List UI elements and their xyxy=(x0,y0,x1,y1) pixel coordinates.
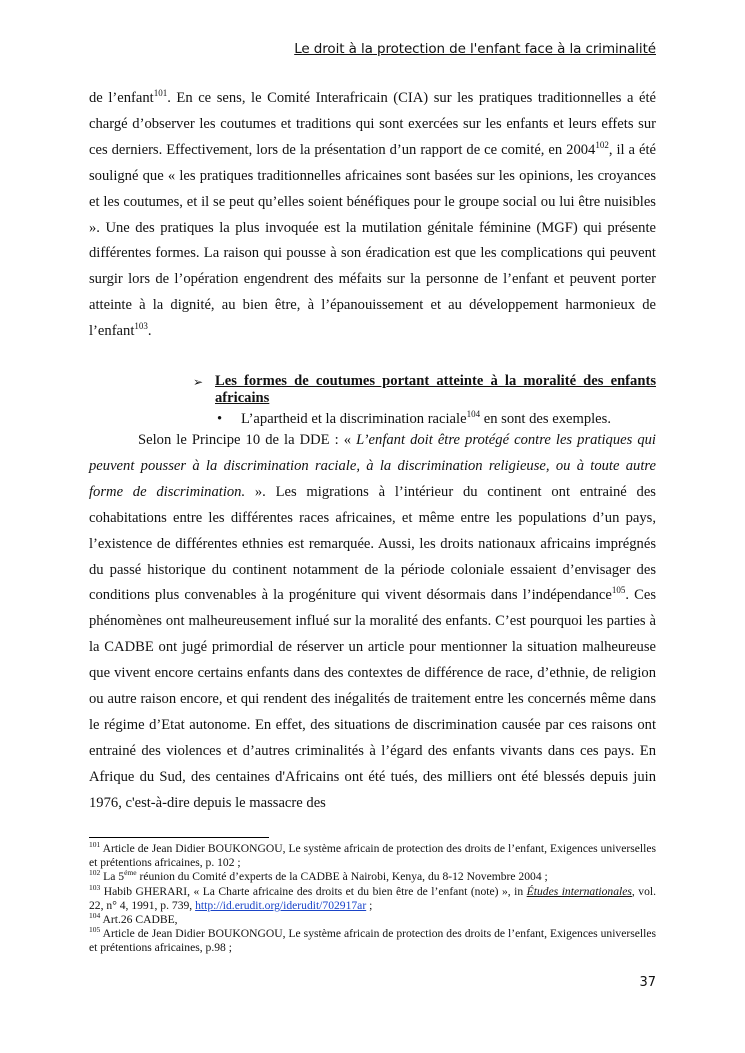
ordinal-suffix: éme xyxy=(124,868,137,878)
bullet-text-part: en sont des exemples. xyxy=(480,411,611,427)
footnote-ref-104[interactable]: 104 xyxy=(466,409,481,420)
footnote-text: , vol. 22, n° 4, 1991, p. 739, xyxy=(89,884,657,912)
arrow-bullet-icon: ➢ xyxy=(193,375,204,389)
footnote-ref-102[interactable]: 102 xyxy=(595,139,609,150)
page-number: 37 xyxy=(639,975,656,990)
footnote-number: 103 xyxy=(89,882,101,892)
footnote-number: 102 xyxy=(89,868,101,878)
footnote-105 xyxy=(89,927,656,955)
footnote-ref-105[interactable]: 105 xyxy=(611,585,626,596)
bullet-item xyxy=(193,411,656,428)
paragraph-2-text: ». Les migrations à l’intérieur du continent ont entrainé des cohabitations entre les différentes races africaines, et même entre les populations d’un pays, l’existence de différentes ethnies est remarquée. Aussi, les droits nationaux africains imprégnés du passé historique du continent notamment de la période coloniale essaient d’envisager des conditions plus convenables à la progéniture qui vivent désormais dans l’indépendance xyxy=(89,483,656,604)
journal-title: Études internationales xyxy=(526,884,632,898)
principle-quote: L’enfant doit être protégé contre les pratiques qui peuvent pousser à la discrimination raciale, à la discrimination religieuse, ou à toute autre forme de discrimination. xyxy=(89,432,656,500)
paragraph-1-text: de l’enfant xyxy=(89,90,154,106)
footnote-ref-103[interactable]: 103 xyxy=(134,321,148,332)
bullet-dot-icon: • xyxy=(217,411,223,427)
footnote-number: 104 xyxy=(89,911,101,921)
footnote-101 xyxy=(89,842,656,870)
footnote-102 xyxy=(89,870,656,884)
section-heading-row xyxy=(193,373,656,407)
footnote-text: réunion du Comité d’experts de la CADBE à Nairobi, Kenya, du 8-12 Novembre 2004 ; xyxy=(136,870,548,884)
footnote-103 xyxy=(89,882,657,913)
footnote-text: ; xyxy=(366,898,373,912)
footnote-text: Habib GHERARI, « La Charte africaine des droits et du bien être de l’enfant (note) », in xyxy=(100,884,527,898)
paragraph-2 xyxy=(89,428,656,817)
paragraph-1 xyxy=(89,86,656,345)
running-header: Le droit à la protection de l'enfant face à la criminalité xyxy=(294,41,656,57)
paragraph-1-text: . xyxy=(147,323,152,340)
erudit-link[interactable]: http://id.erudit.org/iderudit/702917ar xyxy=(195,898,367,912)
paragraph-2-text: . Ces phénomènes ont malheureusement influé sur la moralité des enfants. C’est pourquoi les parties à la CADBE ont jugé primordial de réserver un article pour mentionner la situation malheureuse que vivent encore certains enfants dans des contextes de différence de race, d’ethnie, de religion ou autre raison encore, et qui rendent des inégalités de traitement entre les concernés même dans le régime d’Etat autonome. En effet, des situations de discrimination causée par ces raisons ont entrainé des violences et d’autres criminalités à l’égard des enfants vivants dans ces pays. En Afrique du Sud, des centaines d'Africains ont été tués, des milliers ont été blessés depuis juin 1976, c'est-à-dire depuis le massacre des xyxy=(89,587,656,811)
bullet-text-part: L’apartheid et la discrimination raciale xyxy=(241,411,467,427)
footnote-104 xyxy=(89,913,656,927)
footnote-ref-101[interactable]: 101 xyxy=(153,88,168,99)
section-heading: Les formes de coutumes portant atteinte à la moralité des enfants africains xyxy=(215,373,656,406)
footnote-text: Article de Jean Didier BOUKONGOU, Le système africain de protection des droits de l’enfant, Exigences universelles et prétentions africaines, p. 102 ; xyxy=(89,842,656,870)
footnote-number: 101 xyxy=(89,840,101,850)
paragraph-1-text: . En ce sens, le Comité Interafricain (CIA) sur les pratiques traditionnelles a été chargé d’observer les coutumes et traditions qui sont exercées sur les enfants et leurs effets sur ces derniers. Effectivement, lors de la présentation d’un rapport de ce comité, en 2004 xyxy=(89,90,656,158)
footnotes xyxy=(89,842,656,956)
paragraph-2-text: Selon le Principe 10 de la DDE : « xyxy=(138,432,357,448)
footnote-text: La 5 xyxy=(100,870,125,884)
section-heading-block xyxy=(193,373,656,428)
paragraph-1-text: , il a été souligné que « les pratiques traditionnelles africaines sont basées sur les opinions, les croyances et les coutumes, et il se peut qu’elles soient bénéfiques pour le groupe social ou lui être nuisibles ». Une des pratiques la plus invoquée est la mutilation génitale féminine (MGF) qui présente différentes formes. La raison qui pousse à son éradication est que les complications qui peuvent surgir lors de l’opération engendrent des méfaits sur la personne de l’enfant et peuvent porter atteinte à la dignité, au bien être, à l’épanouissement et au développement harmonieux de l’enfant xyxy=(89,141,656,340)
bullet-text xyxy=(241,411,611,428)
footnote-number: 105 xyxy=(89,925,101,935)
footnote-separator xyxy=(89,837,269,838)
footnote-text: Art.26 CADBE, xyxy=(100,913,178,927)
footnote-text: Article de Jean Didier BOUKONGOU, Le système africain de protection des droits de l’enfant, Exigences universelles et prétentions africaines, p.98 ; xyxy=(89,927,656,955)
